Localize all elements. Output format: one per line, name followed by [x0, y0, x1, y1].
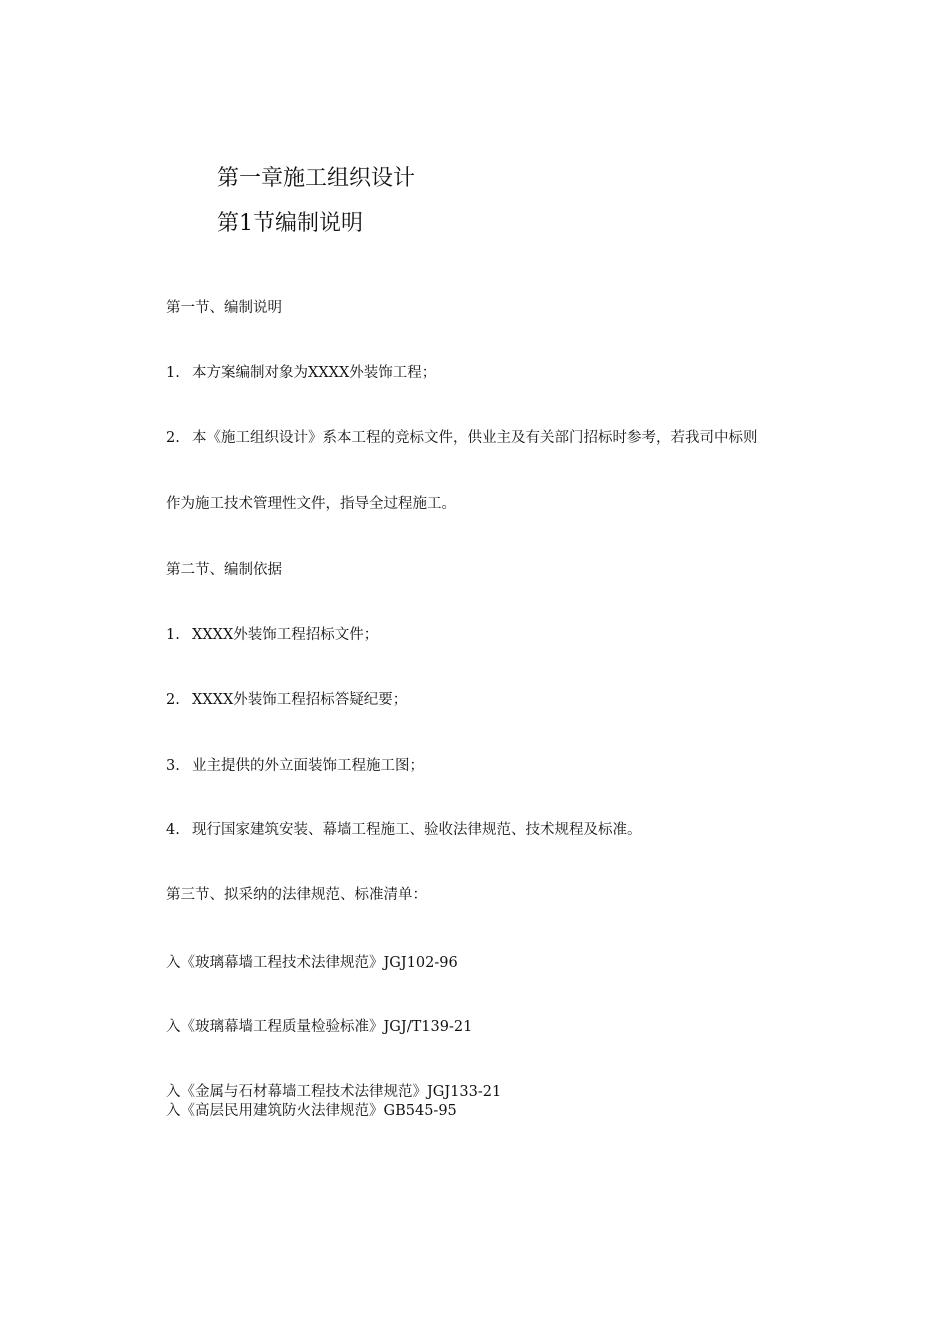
paragraph-continuation: 作为施工技术管理性文件，指导全过程施工。 [166, 496, 456, 512]
list-item [166, 690, 407, 710]
list-item-number: 4. [166, 822, 180, 838]
section-heading-3: 第三节、拟采纳的法律规范、标准清单： [166, 887, 427, 903]
list-item-number: 3. [166, 758, 180, 774]
list-item [166, 756, 424, 776]
list-item-text: 现行国家建筑安装、幕墙工程施工、验收法律规范、技术规程及标准。 [192, 822, 642, 838]
list-item [166, 363, 436, 383]
list-item-text: 本《施工组织设计》系本工程的竞标文件，供业主及有关部门招标时参考，若我司中标则 [192, 430, 758, 446]
standard-item: 入《高层民用建筑防火法律规范》GB545-95 [166, 1103, 457, 1119]
section-heading-2: 第二节、编制依据 [166, 562, 282, 578]
list-item-text: 本方案编制对象为XXXX外装饰工程； [192, 365, 437, 381]
standard-item: 入《金属与石材幕墙工程技术法律规范》JGJ133-21 [166, 1084, 502, 1100]
list-item [166, 428, 758, 448]
list-item-text: XXXX外装饰工程招标答疑纪要； [192, 692, 408, 708]
standard-item: 入《玻璃幕墙工程质量检验标准》JGJ/T139-21 [166, 1019, 473, 1035]
standard-item: 入《玻璃幕墙工程技术法律规范》JGJ102-96 [166, 955, 458, 971]
list-item-text: 业主提供的外立面装饰工程施工图； [192, 758, 424, 774]
list-item-number: 2. [166, 692, 180, 708]
chapter-title: 第一章施工组织设计 [217, 166, 416, 191]
section-title: 第1节编制说明 [217, 211, 363, 236]
list-item-number: 1. [166, 365, 180, 381]
list-item [166, 820, 642, 840]
section-heading-1: 第一节、编制说明 [166, 300, 282, 316]
list-item [166, 625, 378, 645]
list-item-number: 2. [166, 430, 180, 446]
list-item-number: 1. [166, 627, 180, 643]
list-item-text: XXXX外装饰工程招标文件； [192, 627, 379, 643]
